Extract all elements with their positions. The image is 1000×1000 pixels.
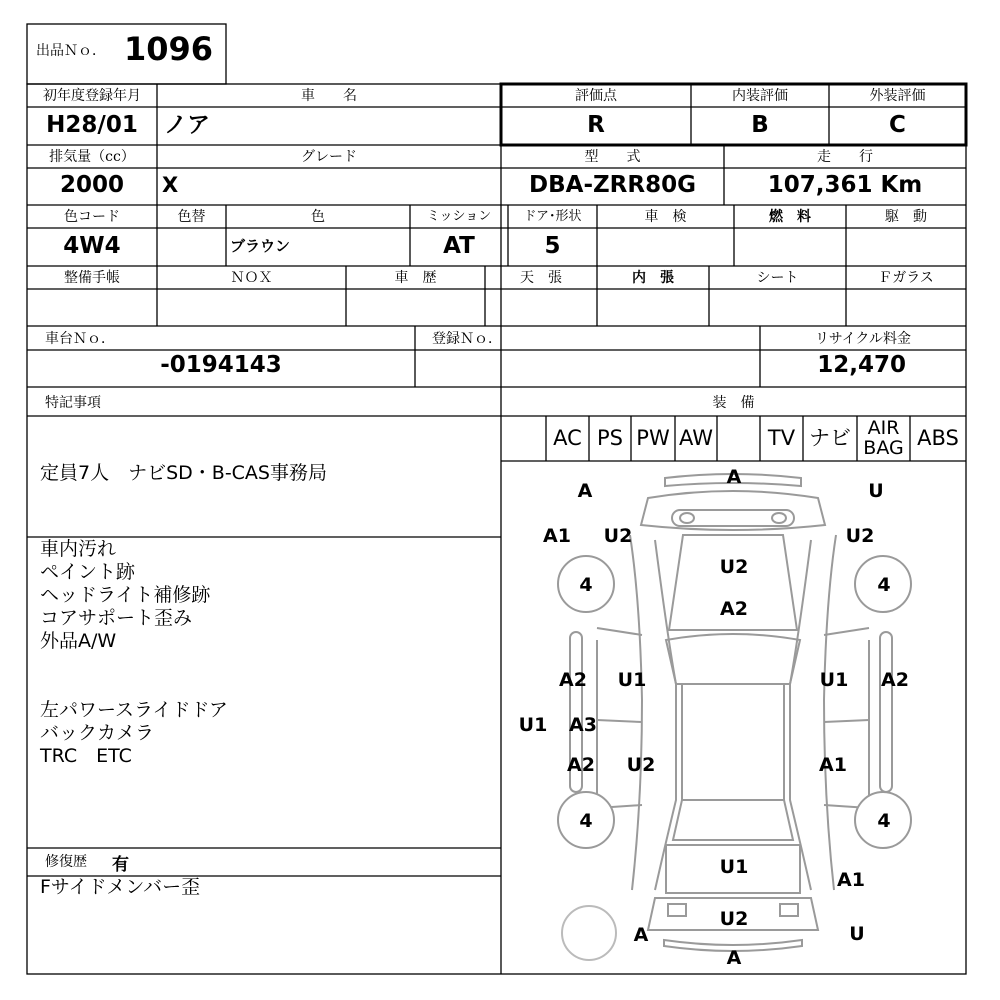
- lot-label: 出品Ｎｏ．: [36, 43, 106, 59]
- label-repair-history: 修復歴: [45, 854, 87, 870]
- code-right-fender: A2: [881, 669, 909, 691]
- model-value: DBA-ZRR80G: [529, 172, 696, 198]
- label-interior-grade: 内装評価: [732, 88, 788, 104]
- displacement-value: 2000: [59, 172, 124, 198]
- label-color: 色: [311, 209, 325, 225]
- code-right-quarter: A1: [837, 869, 865, 891]
- door-value: 5: [544, 233, 561, 259]
- car-diagram: [501, 461, 966, 974]
- equip-airbag: AIR BAG: [863, 417, 904, 459]
- code-trunk: U1: [719, 856, 749, 878]
- label-mission: ミッション: [426, 209, 492, 224]
- code-left-rear-b: U2: [626, 754, 656, 776]
- code-rear-mid: U2: [719, 908, 749, 930]
- remark-line: ペイント跡: [40, 561, 136, 583]
- equip-pw: PW: [636, 426, 670, 450]
- label-car-name: 車 名: [301, 88, 357, 104]
- code-left-rear-a: A2: [567, 754, 595, 776]
- label-fuel: 燃 料: [769, 209, 811, 225]
- code-rear-right: U: [849, 923, 865, 945]
- code-front-right: U: [868, 480, 884, 502]
- label-equipment: 装 備: [712, 395, 755, 411]
- label-exterior-grade: 外装評価: [869, 88, 926, 104]
- remark-line: [40, 653, 228, 676]
- remark-line: コアサポート歪み: [40, 607, 193, 629]
- code-right-door-front: U1: [819, 669, 849, 691]
- equip-navi: ナビ: [809, 426, 851, 450]
- label-grade: グレード: [301, 149, 357, 165]
- label-seat: シート: [756, 270, 799, 286]
- code-left-fender: A2: [559, 669, 587, 691]
- equip-abs: ABS: [917, 426, 959, 450]
- code-rear-left: A: [633, 924, 649, 946]
- label-maintenance-book: 整備手帳: [64, 270, 120, 286]
- remarks-list: [40, 538, 228, 768]
- car-name-value: ノア: [164, 112, 210, 138]
- remarks-note: 定員7人 ナビSD・B-CAS事務局: [40, 462, 327, 484]
- interior-grade-value: B: [751, 112, 769, 138]
- mileage-value: 107,361 Km: [767, 172, 923, 198]
- code-hood-1: U2: [719, 556, 749, 578]
- label-registration: 初年度登録年月: [43, 88, 141, 104]
- label-interior-panel: 内 張: [632, 270, 674, 286]
- code-front-left: A: [577, 480, 593, 502]
- remark-line: [40, 676, 228, 699]
- equip-ps: PS: [597, 426, 623, 450]
- code-hood-2: A2: [720, 598, 748, 620]
- code-tire-rl: 4: [579, 810, 593, 832]
- chassis-no-value: -0194143: [160, 352, 282, 378]
- label-history: 車 歴: [394, 270, 437, 286]
- remark-line: ヘッドライト補修跡: [40, 584, 211, 606]
- label-remarks: 特記事項: [45, 395, 101, 411]
- exterior-grade-value: C: [889, 112, 906, 138]
- code-right-rear: A1: [819, 754, 847, 776]
- code-front-top: A: [726, 466, 742, 488]
- code-tire-fr: 4: [877, 574, 891, 596]
- remark-line: 左パワースライドドア: [40, 699, 228, 721]
- remark-line: TRC ETC: [40, 745, 132, 767]
- label-chassis-no: 車台Ｎｏ．: [45, 331, 115, 347]
- code-tire-fl: 4: [579, 574, 593, 596]
- code-left-front-b: U2: [603, 525, 633, 547]
- code-tire-rr: 4: [877, 810, 891, 832]
- remark-line: バックカメラ: [40, 722, 155, 744]
- label-door-shape: ドア･形状: [523, 209, 582, 224]
- repair-note: Fサイドメンバー歪: [40, 876, 201, 898]
- label-front-glass: Ｆガラス: [878, 270, 934, 286]
- label-recycle-fee: リサイクル料金: [814, 331, 912, 347]
- label-ceiling: 天 張: [520, 270, 562, 286]
- label-drive: 駆 動: [885, 209, 927, 225]
- registration-value: H28/01: [46, 112, 138, 138]
- label-displacement: 排気量（cc）: [49, 149, 135, 165]
- equip-tv: TV: [767, 426, 796, 450]
- code-right-front: U2: [845, 525, 875, 547]
- mission-value: AT: [443, 233, 475, 259]
- label-registration-no: 登録Ｎｏ．: [432, 331, 502, 347]
- label-color-code: 色コード: [64, 209, 120, 225]
- recycle-fee-value: 12,470: [817, 352, 906, 378]
- grade-value: X: [162, 173, 179, 197]
- code-left-front-a: A1: [543, 525, 571, 547]
- label-nox: ＮＯＸ: [230, 270, 273, 286]
- color-value: ブラウン: [230, 237, 291, 255]
- label-model: 型 式: [584, 149, 641, 165]
- remark-line: 車内汚れ: [40, 538, 117, 560]
- label-mileage: 走 行: [817, 149, 873, 165]
- label-repaint: 色替: [177, 209, 206, 225]
- score-value: R: [587, 112, 605, 138]
- repair-history-value: 有: [112, 855, 129, 875]
- code-left-mid: A3: [569, 714, 597, 736]
- equip-aw: AW: [679, 426, 713, 450]
- equip-ac: AC: [553, 426, 582, 450]
- lot-number: 1096: [124, 30, 214, 68]
- code-rear-bottom: A: [726, 947, 742, 969]
- color-code-value: 4W4: [63, 233, 121, 259]
- code-left-side: U1: [518, 714, 548, 736]
- label-inspection: 車 検: [644, 209, 687, 225]
- remark-line: 外品A/W: [40, 630, 117, 652]
- label-score: 評価点: [575, 88, 617, 104]
- code-left-door-front: U1: [617, 669, 647, 691]
